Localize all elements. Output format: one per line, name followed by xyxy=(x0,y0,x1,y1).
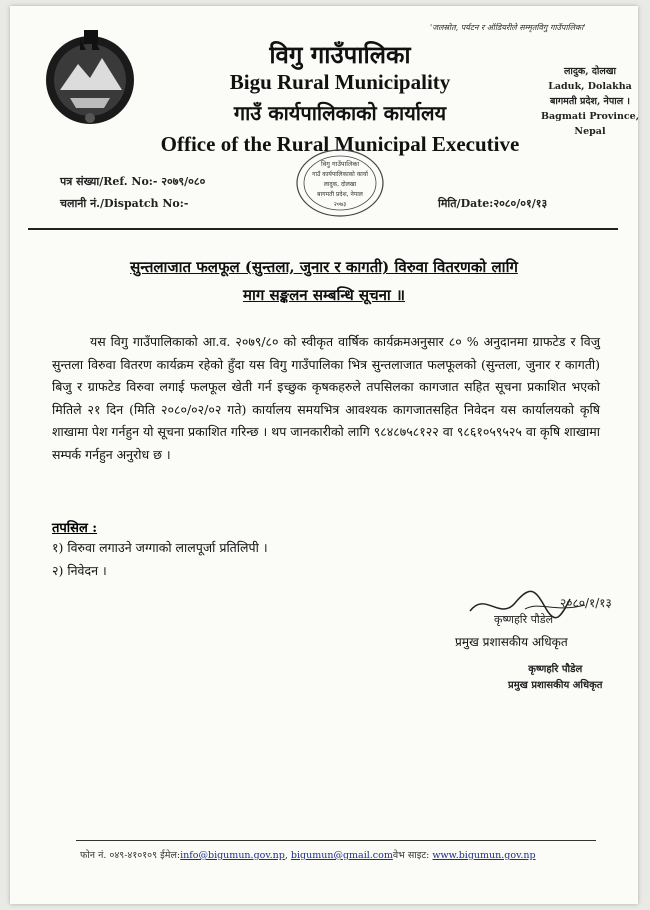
stamp-line: २०७३ xyxy=(333,201,347,208)
address-line: Laduk, Dolakha xyxy=(548,81,632,92)
letter-page xyxy=(10,6,638,904)
tapasil-item: २) निवेदन । xyxy=(52,563,107,578)
signature-date: २०८०/१/१३ xyxy=(560,596,612,610)
stamp-line: विगु गाउँपालिका xyxy=(320,160,360,168)
name-stamp xyxy=(508,662,602,694)
website-link[interactable]: www.bigumun.gov.np xyxy=(432,850,536,861)
stamp-line: गाउँ कार्यपालिकाको कार्या xyxy=(312,171,368,178)
notice-body: यस विगु गाउँपालिकाको आ.व. २०७९/८० को स्वीकृत वार्षिक कार्यक्रमअनुसार ८० % अनुदानमा ग्राफटेड र विजु सुन्तला विरुवा वितरण कार्यक्रम रहेको हुँदा यस विगु गाउँपालिका भित्र सुन्तलाजात फलफूलको (सुन्तला, जुनार र कागती) बिजु र ग्राफटेड विरुवा लगाई फलफूल खेती गर्न इच्छुक कृषकहरुले तपसिलका कागजात सहित सूचना प्रकाशित भएको मितिले २१ दिन (मिति २०८०/०२/०२ गते) कार्यालय समयभित्र आवश्यक कागजातसहित निवेदन यस कार्यालयको कृषि शाखामा पेश गर्नहुन यो सूचना प्रकाशित गरिन्छ । थप जानकारीको लागि ९८४८७५८१२२ वा ९८६१०५९५२५ वा कृषि शाखामा सम्पर्क गर्नहुन अनुरोध छ । xyxy=(52,334,600,462)
notice-title-line2: माग सङ्कलन सम्बन्धि सूचना ॥ xyxy=(242,286,406,304)
motto-text: 'जलस्रोत, पर्यटन र ऑडियरीले सम्मृतविगु गाउँपालिका' xyxy=(430,23,586,32)
address-line: Bagmati Province, Nepal xyxy=(541,111,639,137)
office-name-en: Office of the Rural Municipal Executive xyxy=(160,132,520,156)
tapasil-item: १) विरुवा लगाउने जग्गाको लालपूर्जा प्रतिलिपी । xyxy=(52,540,268,555)
address-line: बागमती प्रदेश, नेपाल । xyxy=(549,96,631,107)
signatory-designation: प्रमुख प्रशासकीय अधिकृत xyxy=(455,635,568,649)
dispatch-number: चलानी नं./Dispatch No:- xyxy=(60,197,189,210)
footer-phone: फोन नं. ०४९-४१०१०९ xyxy=(80,850,158,861)
footer-email-label: ईमेल: xyxy=(160,850,181,861)
footer-web-label: वेभ साइट: xyxy=(392,850,430,861)
stamp-designation: प्रमुख प्रशासकीय अधिकृत xyxy=(508,680,603,691)
ref-number: पत्र संख्या/Ref. No:- २०७९/०८० xyxy=(60,175,206,188)
municipality-name-en: Bigu Rural Municipality xyxy=(229,70,451,94)
nepal-emblem-logo xyxy=(40,28,140,128)
stamp-line: बागमती प्रदेश, नेपाल xyxy=(317,191,363,198)
office-stamp xyxy=(295,148,385,218)
notice-title-line1: सुन्तलाजात फलफूल (सुन्तला, जुनार र कागती) विरुवा वितरणको लागि xyxy=(130,258,518,276)
stamp-line: लादुक, दोलखा xyxy=(323,181,357,188)
office-name-np: गाउँ कार्यपालिकाको कार्यालय xyxy=(233,101,447,125)
letter-date: मिति/Date:२०८०/०१/१३ xyxy=(438,197,548,210)
footer-contacts: फोन नं. ०४९-४१०१०९ ईमेल:info@bigumun.gov.np, bigumun@gmail.comवेभ साइट: www.bigumun.gov.np xyxy=(80,850,536,861)
email-link-gmail[interactable]: bigumun@gmail.com xyxy=(290,850,393,861)
tapasil-heading: तपसिल : xyxy=(52,521,98,536)
signatory-name: कृष्णहरि पौडेल xyxy=(494,613,554,626)
municipality-name-np: विगु गाउँपालिका xyxy=(269,40,411,69)
footer-divider xyxy=(76,840,596,841)
office-address xyxy=(530,64,650,139)
header-divider xyxy=(28,228,618,230)
stamp-name: कृष्णहरि पौडेल xyxy=(528,664,583,675)
email-link-info[interactable]: info@bigumun.gov.np xyxy=(180,850,285,861)
address-line: लादुक, दोलखा xyxy=(563,66,617,77)
